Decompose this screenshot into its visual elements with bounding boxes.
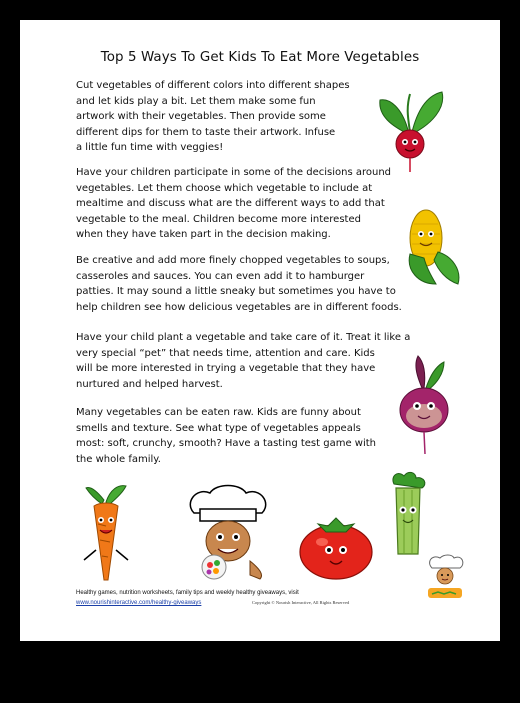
worksheet-page (20, 20, 500, 641)
radish-icon (372, 86, 448, 178)
tip-paragraph-3: Be creative and add more finely chopped vegetables to soups, casseroles and sauces. You can even add it to hamburger patties. It may sound a little sneaky but sometimes you have to help children see how delicious vegetables are in different foods. (76, 255, 402, 313)
tip-paragraph-5: Many vegetables can be eaten raw. Kids are funny about smells and texture. See what type of vegetables appeals most: soft, crunchy, smooth? Have a tasting test game with the whole family. (76, 407, 376, 465)
celery-icon (384, 470, 432, 560)
corn-icon (400, 204, 466, 288)
nourish-logo-icon (424, 554, 466, 604)
tip-paragraph-2: Have your children participate in some of the decisions around vegetables. Let them choose which vegetable to include at mealtime and discuss what are the different ways to add that vegetable to the meal. Children become more interested when they have taken part in the decision making. (76, 167, 392, 240)
carrot-icon (78, 480, 134, 588)
footer-copyright: Copyright © Nourish Interactive, All Rights Reserved (252, 600, 350, 605)
footer-text: Healthy games, nutrition worksheets, family tips and weekly healthy giveaways, visit (76, 590, 299, 596)
chef-icon (180, 483, 276, 583)
footer-link[interactable]: www.nourishinteractive.com/healthy-giveaways (76, 600, 202, 606)
tomato-icon (294, 514, 378, 582)
tip-paragraph-1: Cut vegetables of different colors into different shapes and let kids play a bit. Let them make some fun artwork with their vegetables. Then provide some different dips for them to taste their artwork. Infuse a little fun time with veggies! (76, 80, 350, 153)
tip-paragraph-4: Have your child plant a vegetable and take care of it. Treat it like a very special “pet” that needs time, attention and care. Kids will be more interested in trying a vegetable that they have nurtured and helped harvest. (76, 332, 411, 390)
beet-icon (392, 354, 458, 458)
page-title: Top 5 Ways To Get Kids To Eat More Vegetables (100, 50, 420, 65)
